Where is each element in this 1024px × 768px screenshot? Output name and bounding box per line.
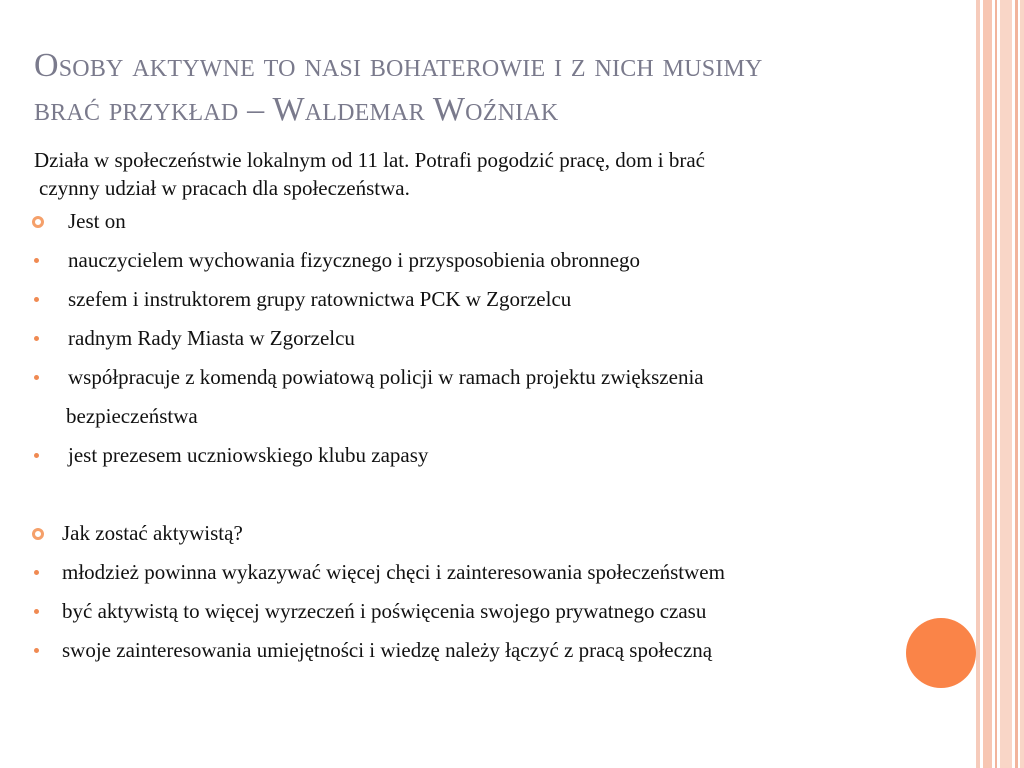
slide-body — [32, 146, 994, 670]
section-heading — [32, 514, 994, 553]
list-item-text: szefem i instruktorem grupy ratownictwa PCK w Zgorzelcu — [68, 287, 572, 311]
intro-paragraph — [32, 146, 994, 202]
dot-bullet-icon — [34, 570, 39, 575]
dot-bullet-icon — [34, 297, 39, 302]
section-heading-text: Jest on — [68, 209, 126, 233]
list-item-text: jest prezesem uczniowskiego klubu zapasy — [68, 443, 429, 467]
decor-stripe — [995, 0, 997, 768]
list-item — [32, 358, 994, 397]
list-item — [32, 241, 994, 280]
ring-bullet-icon — [32, 528, 44, 540]
decor-stripe — [1020, 0, 1024, 768]
list-item-text: być aktywistą to więcej wyrzeczeń i poświęcenia swojego prywatnego czasu — [62, 599, 707, 623]
decor-stripe — [1015, 0, 1018, 768]
slide-title-line: brać przykład – Waldemar Woźniak — [34, 91, 559, 128]
list-item-text: swoje zainteresowania umiejętności i wiedzę należy łączyć z pracą społeczną — [62, 638, 713, 662]
decor-stripe — [1000, 0, 1012, 768]
list-item-text: radnym Rady Miasta w Zgorzelcu — [68, 326, 355, 350]
list-item-text: bezpieczeństwa — [66, 404, 198, 428]
intro-line: Działa w społeczeństwie lokalnym od 11 lat. Potrafi pogodzić pracę, dom i brać — [34, 148, 706, 172]
list-item-continuation — [32, 397, 994, 436]
list-item-text: nauczycielem wychowania fizycznego i przysposobienia obronnego — [68, 248, 641, 272]
slide-title-line: Osoby aktywne to nasi bohaterowie i z nich musimy — [34, 47, 763, 84]
dot-bullet-icon — [34, 609, 39, 614]
list-item — [32, 553, 994, 592]
ring-bullet-icon — [32, 216, 44, 228]
section-heading-text: Jak zostać aktywistą? — [62, 521, 243, 545]
accent-circle-decoration — [906, 618, 976, 688]
intro-line: czynny udział w pracach dla społeczeństwa. — [39, 176, 410, 200]
list-item — [32, 592, 994, 631]
list-item — [32, 631, 994, 670]
dot-bullet-icon — [34, 258, 39, 263]
section-heading — [32, 202, 994, 241]
list-item — [32, 319, 994, 358]
dot-bullet-icon — [34, 336, 39, 341]
dot-bullet-icon — [34, 453, 39, 458]
dot-bullet-icon — [34, 375, 39, 380]
list-item-text: młodzież powinna wykazywać więcej chęci i zainteresowania społeczeństwem — [62, 560, 725, 584]
list-item — [32, 280, 994, 319]
dot-bullet-icon — [34, 648, 39, 653]
list-item — [32, 436, 994, 475]
list-item-text: współpracuje z komendą powiatową policji w ramach projektu zwiększenia — [68, 365, 704, 389]
slide-title — [34, 44, 964, 132]
